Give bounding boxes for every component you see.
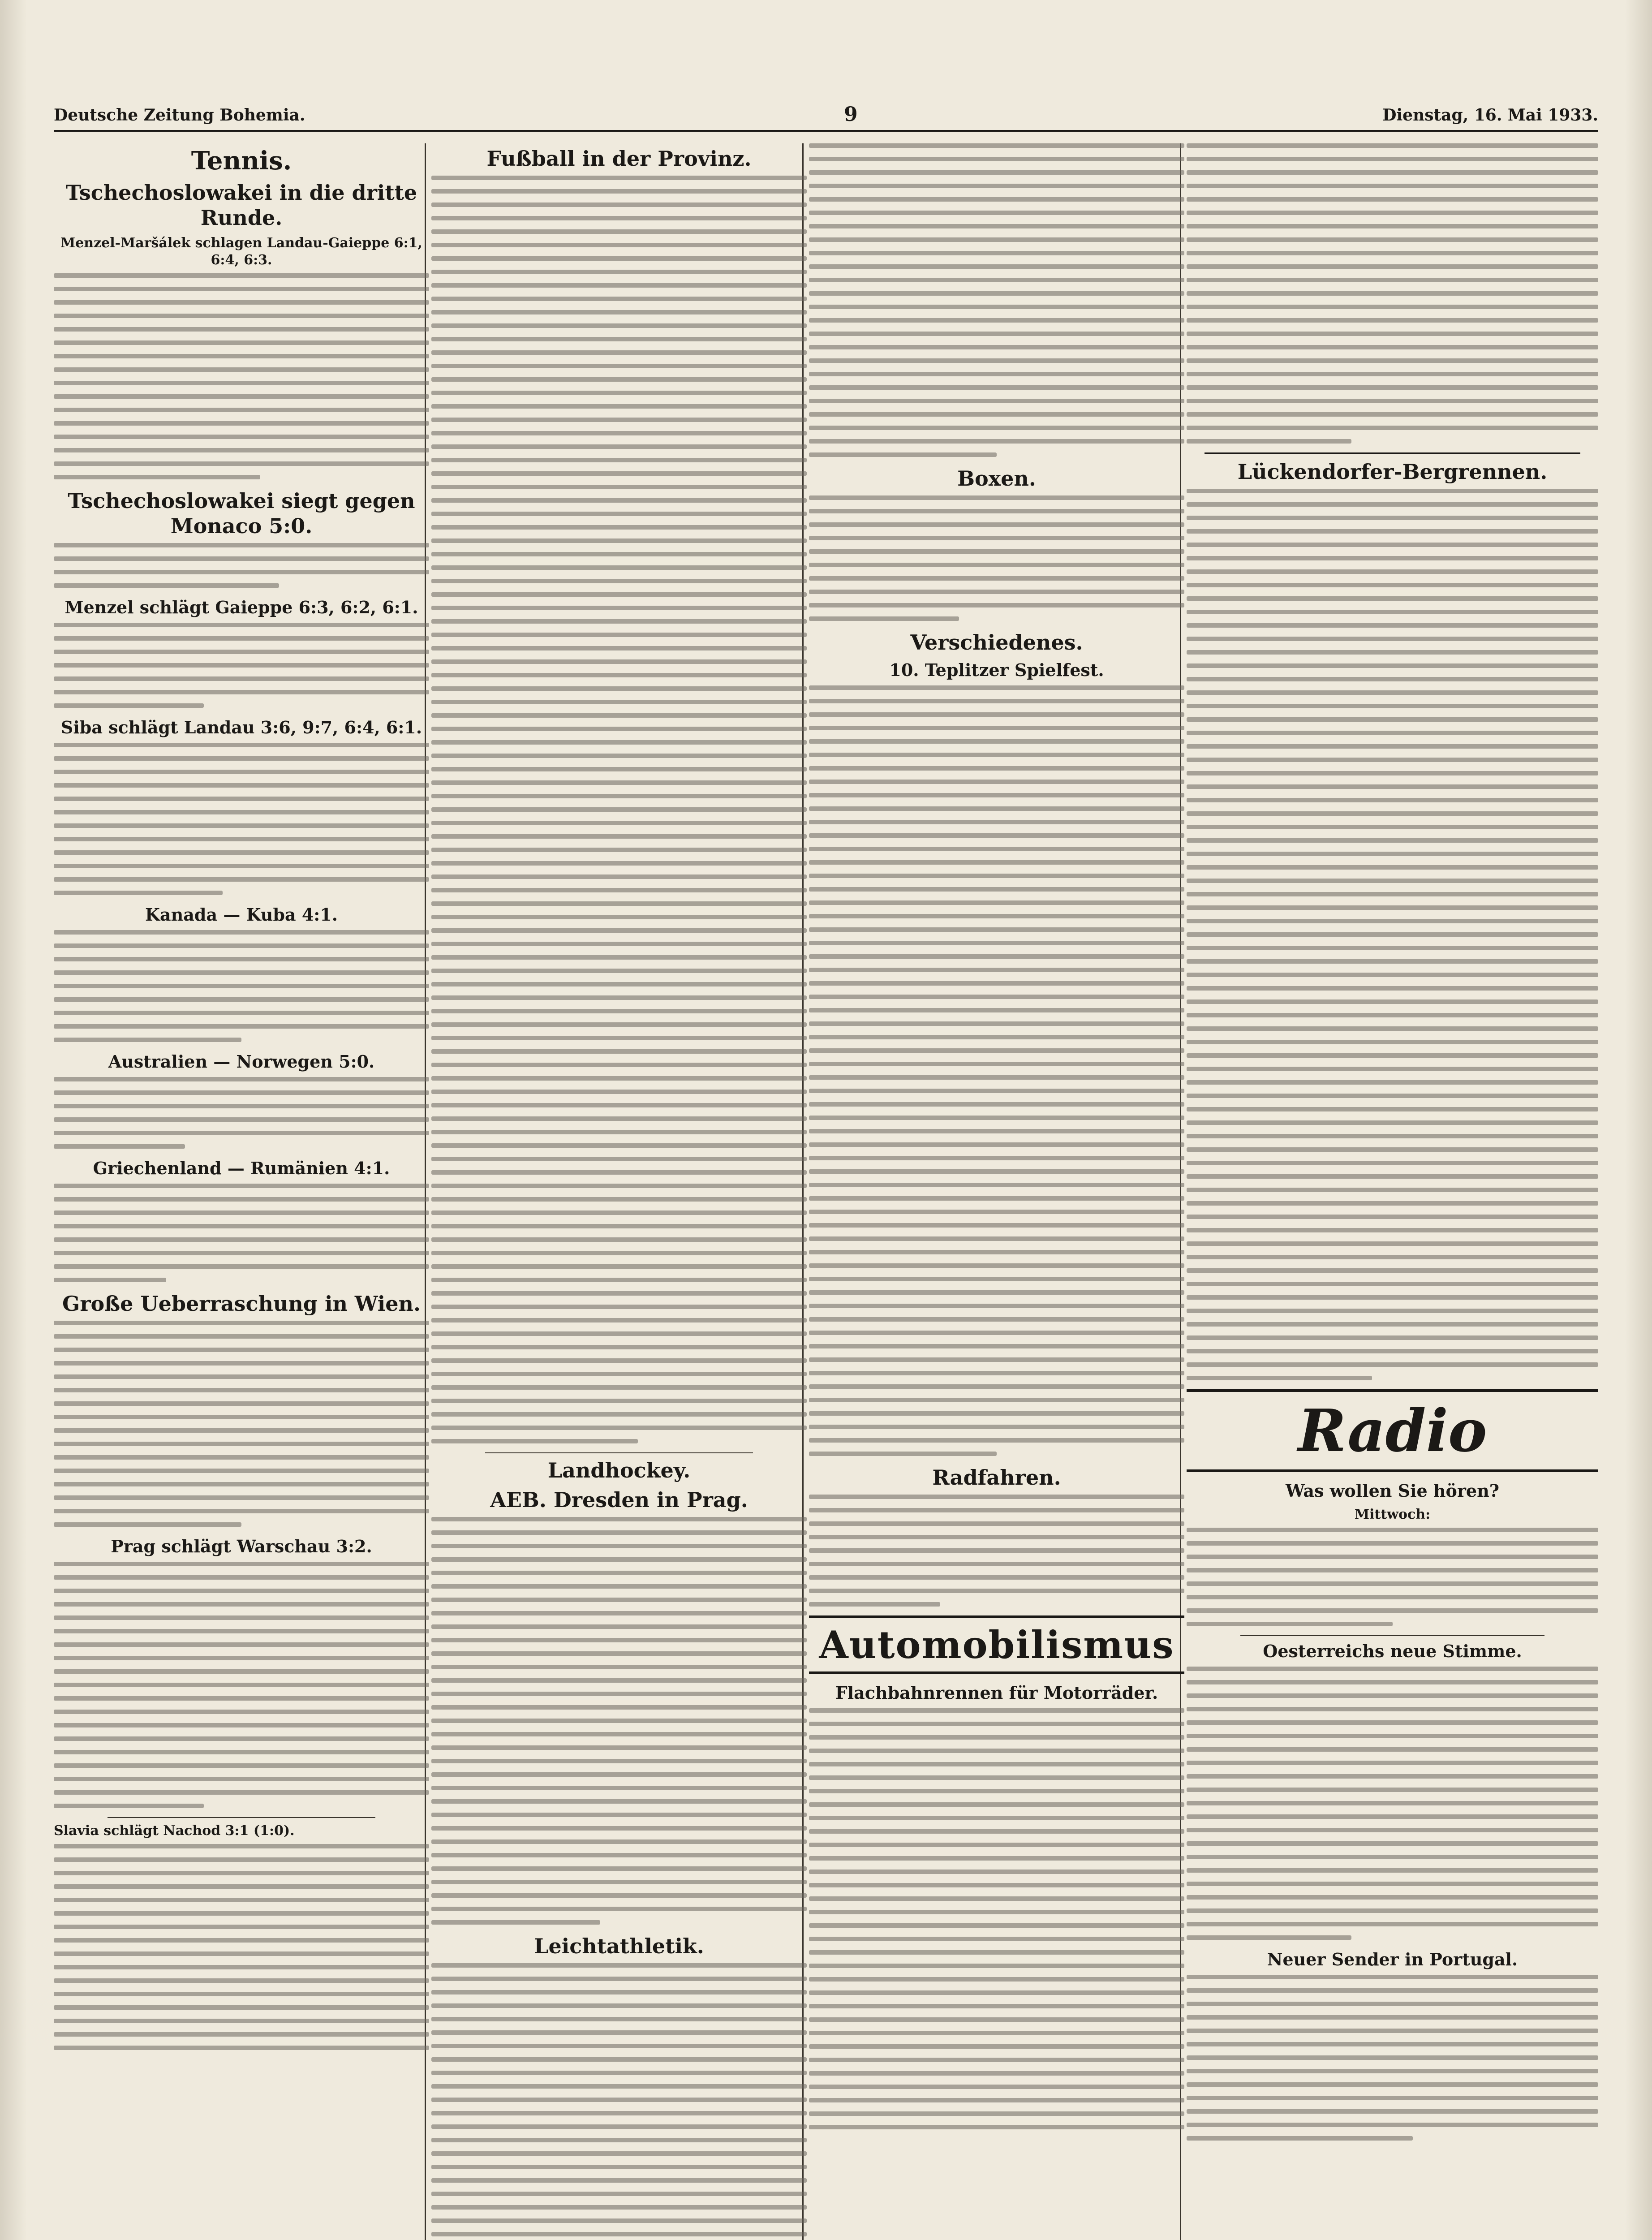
separator: [1240, 1635, 1544, 1636]
article-text: [809, 1708, 1184, 2129]
separator: [1205, 452, 1580, 454]
page-edge-left: [0, 0, 27, 2240]
headline-oesterreichs-neue-stimme: Oesterreichs neue Stimme.: [1263, 1641, 1522, 1661]
headline-flachbahnrennen: Flachbahnrennen für Motorräder.: [835, 1683, 1158, 1703]
column-3: [809, 143, 1184, 2240]
article-text: [54, 1077, 429, 1149]
section-title-tennis: Tennis.: [191, 146, 292, 176]
headline-spielfest: 10. Teplitzer Spielfest.: [889, 660, 1104, 680]
subheadline-menzel: Menzel-Maršálek schlagen Landau-Gaieppe 6:1, 6:4, 6:3.: [60, 235, 422, 268]
article-text: [1187, 143, 1598, 444]
section-title-landhockey: Landhockey.: [547, 1458, 691, 1482]
article-text: [431, 1517, 807, 1925]
page-header: [54, 103, 1598, 132]
column-4: [1187, 143, 1598, 2240]
headline-griechenland-rumaenien: Griechenland — Rumänien 4:1.: [93, 1158, 390, 1178]
page-number: 9: [844, 103, 858, 126]
headline-was-wollen-sie-hoeren: Was wollen Sie hören?: [1286, 1481, 1499, 1501]
headline-neuer-sender-portugal: Neuer Sender in Portugal.: [1267, 1949, 1518, 1969]
article-text: [1187, 1667, 1598, 1940]
article-text: [1187, 489, 1598, 1380]
headline-menzel-gaieppe: Menzel schlägt Gaieppe 6:3, 6:2, 6:1.: [65, 597, 418, 617]
article-text: [809, 495, 1184, 621]
section-title-radfahren: Radfahren.: [932, 1465, 1061, 1490]
issue-date: Dienstag, 16. Mai 1933.: [1382, 106, 1598, 125]
article-text: [431, 1963, 807, 2240]
article-text: [809, 685, 1184, 1456]
headline-slavia-nachod: Slavia schlägt Nachod 3:1 (1:0).: [54, 1823, 295, 1839]
section-title-radio: Radio: [1187, 1389, 1598, 1472]
article-text: [54, 1321, 429, 1527]
headline-aeb-dresden: AEB. Dresden in Prag.: [490, 1488, 748, 1512]
headline-lueckendorfer-bergrennen: Lückendorfer-Bergrennen.: [1237, 460, 1548, 484]
section-title-fussball: Fußball in der Provinz.: [486, 146, 752, 171]
separator: [485, 1452, 753, 1453]
newspaper-name: Deutsche Zeitung Bohemia.: [54, 106, 305, 125]
section-title-automobilismus: Automobilismus: [809, 1615, 1184, 1674]
radio-day: Mittwoch:: [1354, 1507, 1431, 1522]
headline-kanada-kuba: Kanada — Kuba 4:1.: [145, 905, 338, 925]
section-title-verschiedenes: Verschiedenes.: [910, 630, 1083, 655]
headline-monaco: Tschechoslowakei siegt gegen Monaco 5:0.: [68, 489, 415, 538]
separator: [108, 1817, 375, 1818]
article-text: [54, 930, 429, 1042]
section-title-boxen: Boxen.: [957, 466, 1036, 491]
article-text: [809, 1495, 1184, 1607]
page-edge-right: [1625, 0, 1652, 2240]
article-text: [431, 176, 807, 1443]
article-text: [54, 1184, 429, 1282]
column-2: [431, 143, 807, 2240]
article-text: [1187, 1975, 1598, 2141]
article-text: [54, 1562, 429, 1808]
headline-siba-landau: Siba schlägt Landau 3:6, 9:7, 6:4, 6:1.: [60, 717, 422, 737]
headline-ueberraschung-wien: Große Ueberraschung in Wien.: [62, 1292, 421, 1316]
article-text: [54, 623, 429, 708]
article-text: [54, 543, 429, 588]
column-1: [54, 143, 429, 2240]
article-text: [54, 273, 429, 479]
article-text: [54, 743, 429, 895]
headline-australien-norwegen: Australien — Norwegen 5:0.: [108, 1051, 375, 1072]
article-text: [1187, 1528, 1598, 1626]
headline-dritte-runde: Tschechoslowakei in die dritte Runde.: [65, 181, 417, 230]
article-text: [809, 143, 1184, 457]
article-text: [54, 1844, 429, 2050]
headline-prag-warschau: Prag schlägt Warschau 3:2.: [111, 1536, 372, 1556]
section-title-leichtathletik: Leichtathletik.: [534, 1934, 704, 1958]
